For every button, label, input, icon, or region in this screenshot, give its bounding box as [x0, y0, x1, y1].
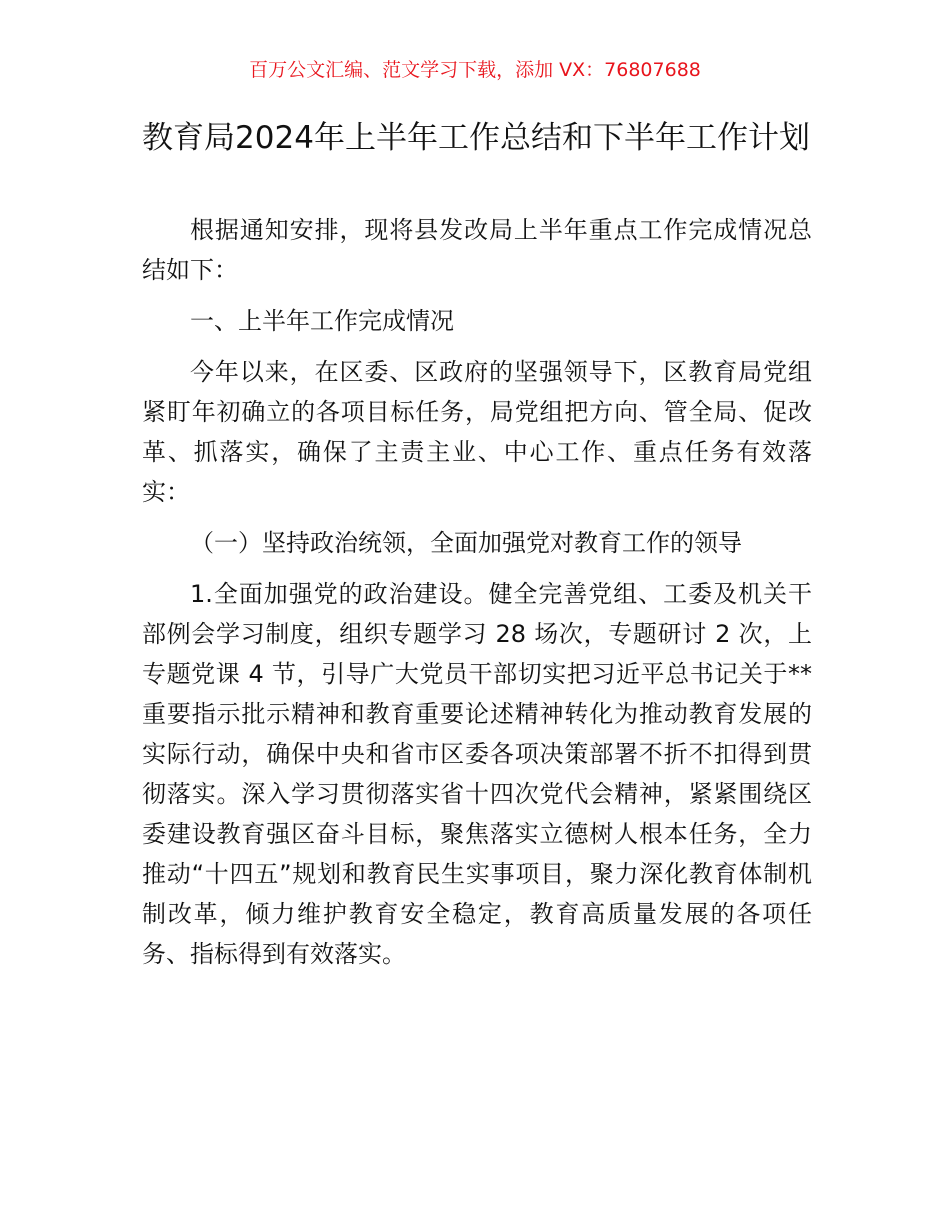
body-paragraph: 今年以来，在区委、区政府的坚强领导下，区教育局党组紧盯年初确立的各项目标任务，局党组把方向、管全局、促改革、抓落实，确保了主责主业、中心工作、重点任务有效落实：: [142, 358, 812, 506]
watermark-banner: 百万公文汇编、范文学习下载，添加 VX：76807688: [249, 59, 701, 81]
document-title: 教育局2024年上半年工作总结和下半年工作计划: [142, 120, 810, 156]
intro-paragraph: 根据通知安排，现将县发改局上半年重点工作完成情况总结如下：: [142, 216, 812, 284]
subsection-heading: （一）坚持政治统领，全面加强党对教育工作的领导: [190, 529, 742, 557]
document-body: [142, 210, 812, 985]
body-paragraph: 1.全面加强党的政治建设。健全完善党组、工委及机关干部例会学习制度，组织专题学习 28 场次，专题研讨 2 次，上专题党课 4 节，引导广大党员干部切实把习近平总书记关于**重要指示批示精神和教育重要论述精神转化为推动教育发展的实际行动，确保中央和省市区委各项决策部署不折不扣得到贯彻落实。深入学习贯彻落实省十四次党代会精神，紧紧围绕区委建设教育强区奋斗目标，聚焦落实立德树人根本任务，全力推动“十四五”规划和教育民生实事项目，聚力深化教育体制机制改革，倾力维护教育安全稳定，教育高质量发展的各项任务、指标得到有效落实。: [142, 580, 812, 968]
section-heading: 一、上半年工作完成情况: [190, 307, 454, 335]
